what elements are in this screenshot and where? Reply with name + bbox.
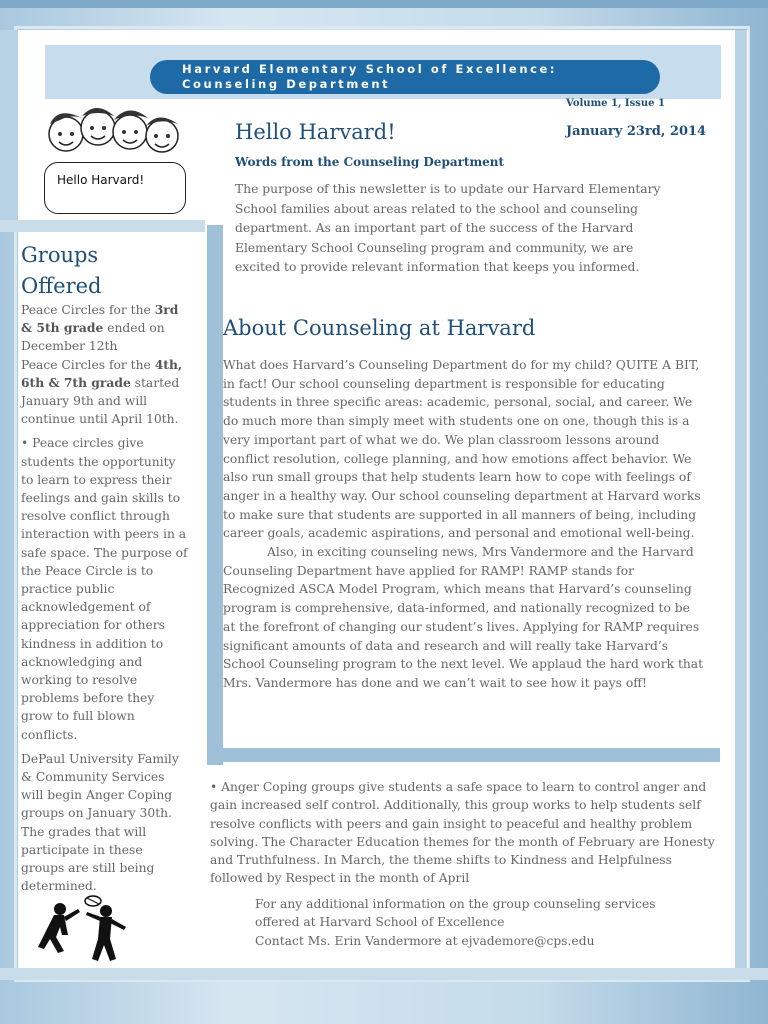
left-divider: [0, 220, 205, 232]
hello-heading: Hello Harvard!: [235, 120, 396, 144]
playing-kids-icon: [38, 895, 138, 965]
intro-paragraph: The purpose of this newsletter is to update our Harvard Elementary School families about areas related to the school and counseling department. As an important part of the success of the Harvard Elementary School Counseling program and community, we are excited to provide relevant information that keeps you informed.: [235, 182, 661, 275]
header-department: Counseling Department: [182, 77, 391, 91]
bottom-band: [0, 968, 768, 980]
groups-heading: Groups Offered: [21, 243, 102, 298]
section-divider: [207, 748, 720, 762]
about-paragraph: What does Harvard’s Counseling Department do for my child? QUITE A BIT, in fact! Our school counseling department is responsible for educating students in three specific areas: academic, personal, social, and career. We do much more than simply meet with students one on one, though this is a very important part of what we do. We plan classroom lessons around conflict resolution, college planning, and how emotions affect behavior. We also run small groups that help students learn how to cope with feelings of anger in a healthy way. Our school counseling department at Harvard works to make sure that students are supported in all manners of being, including career goals, academic aspirations, and personal and emotional well-being.: [223, 358, 701, 541]
contact-line: For any additional information on the group counseling services: [255, 897, 656, 911]
grade-highlight: 4th, 6th & 7th grade: [21, 356, 183, 390]
groups-section: [21, 301, 189, 902]
text-run: started January 9th and will continue until April 10th.: [21, 375, 180, 427]
kids-faces-icon: [40, 98, 190, 168]
logo-sign: [44, 162, 186, 214]
depaul-paragraph: DePaul University Family & Community Services will begin Anger Coping groups on January 30th. The grades that will participate in these groups are still being determined.: [21, 751, 179, 894]
header-school-name: Harvard Elementary School of Excellence:: [182, 62, 558, 76]
logo-sign-text: Hello Harvard!: [57, 173, 145, 187]
volume-issue: Volume 1, Issue 1: [566, 98, 665, 109]
contact-block: [255, 895, 695, 950]
issue-date: January 23rd, 2014: [566, 124, 707, 139]
top-edge: [0, 0, 768, 8]
column-divider: [207, 225, 223, 765]
left-rail: [0, 30, 18, 225]
hello-subheading: Words from the Counseling Department: [235, 155, 505, 169]
about-section: [223, 356, 705, 693]
newsletter-header: [150, 60, 660, 94]
contact-email-line: Contact Ms. Erin Vandermore at ejvademore@cps.edu: [255, 933, 595, 948]
grade-highlight: 3rd & 5th grade: [21, 302, 179, 336]
contact-line: offered at Harvard School of Excellence: [255, 915, 505, 930]
peace-circle-ended: [21, 301, 189, 428]
text-run: Peace Circles for the: [21, 303, 155, 317]
text-run: ended on December 12th: [21, 321, 165, 354]
about-heading: About Counseling at Harvard: [223, 316, 536, 340]
peace-circle-description: • Peace circles give students the opportunity to learn to express their feelings and gain skills to resolve conflict through interaction with peers in a safe space. The purpose of the Peace Circle is to practice public acknowledgement of appreciation for others kindness in addition to acknowledging and working to resolve problems before they grow to full blown conflicts.: [21, 436, 188, 742]
right-rail: [735, 30, 747, 980]
kids-logo: [40, 98, 190, 216]
text-run: Peace Circles for the: [21, 357, 155, 372]
anger-coping-paragraph: • Anger Coping groups give students a safe space to learn to control anger and gain increased self control. Additionally, this group works to help students self resolve conflicts with peers and gain insight to peaceful and healthy problem solving. The Character Education themes for the month of February are Honesty and Truthfulness. In March, the theme shifts to Kindness and Helpfulness followed by Respect in the month of April: [210, 780, 715, 886]
ramp-paragraph: Also, in exciting counseling news, Mrs Vandermore and the Harvard Counseling Department have applied for RAMP! RAMP stands for Recognized ASCA Model Program, which means that Harvard’s counseling program is comprehensive, data-informed, and nationally recognized to be at the forefront of changing our student’s lives. Applying for RAMP requires significant amounts of data and research and will really take Harvard’s School Counseling program to the next level. We applaud the hard work that Mrs. Vandermore has done and we can’t wait to see how it pays off!: [223, 545, 704, 690]
